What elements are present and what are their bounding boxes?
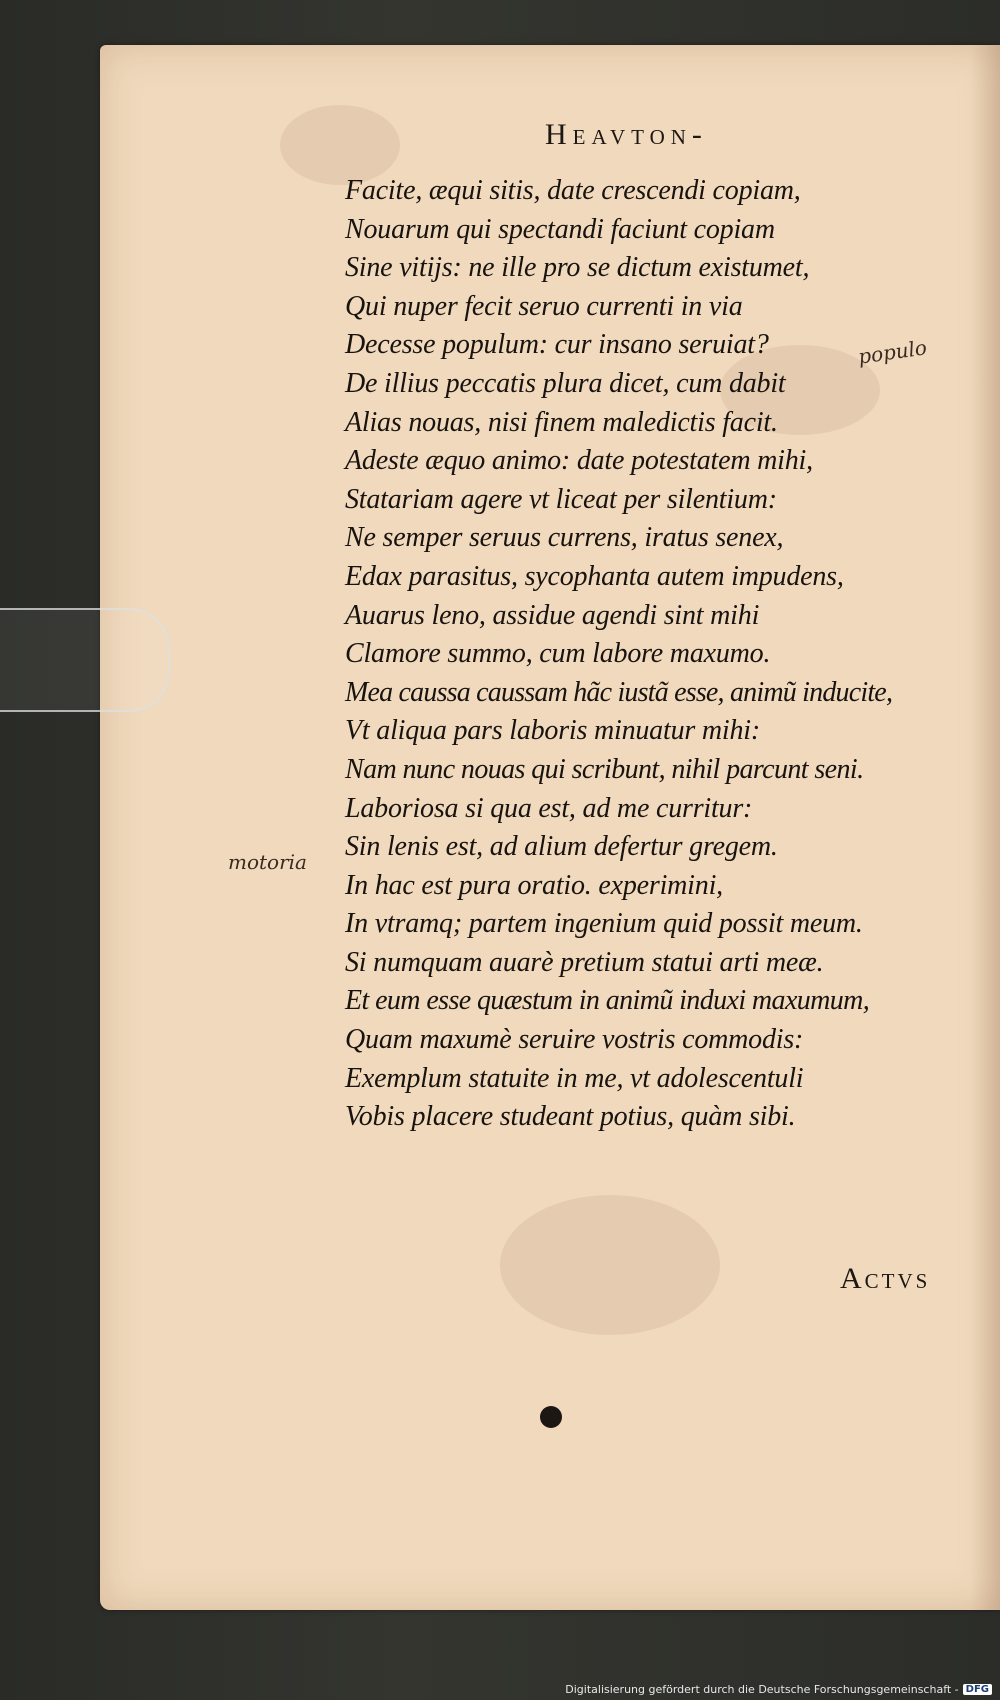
margin-note-left: motoria [228,850,307,874]
verse-line: Nam nunc nouas qui scribunt, nihil parcunt seni. [345,753,864,785]
verse-line: Quam maxumè seruire vostris commodis: [345,1024,804,1056]
catchword: Actvs [840,1262,931,1295]
ink-dot [540,1406,562,1428]
verse-line: Vt aliqua pars laboris minuatur mihi: [345,715,760,747]
margin-note-right: populo [856,335,929,369]
verse-line: Nouarum qui spectandi faciunt copiam [345,213,775,245]
verse-line: Facite, æqui sitis, date crescendi copiam, [345,175,801,206]
verse-line: Sine vitijs: ne ille pro se dictum existumet, [345,252,810,284]
verse-line: In hac est pura oratio. experimini, [345,869,723,901]
verse-line: Alias nouas, nisi finem maledictis facit. [345,406,778,438]
running-head: Heavton- [545,118,708,151]
verse-line: Qui nuper fecit seruo currenti in via [345,290,743,322]
digitization-credit [565,1683,992,1696]
verse-line: Laboriosa si qua est, ad me curritur: [345,792,753,824]
verse-line: Auarus leno, assidue agendi sint mihi [345,599,760,631]
verse-line: De illius peccatis plura dicet, cum dabit [345,367,786,399]
verse-line: Vobis placere studeant potius, quàm sibi. [345,1101,796,1133]
verse-line: Ne semper seruus currens, iratus senex, [345,522,784,554]
verse-line: In vtramq; partem ingenium quid possit meum. [345,908,863,940]
verse-line: Mea caussa caussam hãc iustã esse, animũ inducite, [345,676,893,708]
page-holder-clip [0,608,170,712]
verse-line: Edax parasitus, sycophanta autem impudens, [345,560,844,592]
dfg-logo-icon: DFG [963,1684,992,1695]
paper-stain [500,1195,720,1335]
verse-line: Decesse populum: cur insano seruiat? [345,329,769,361]
verse-line: Si numquam auarè pretium statui arti meæ. [345,946,824,978]
verse-line: Exemplum statuite in me, vt adolescentuli [345,1062,804,1094]
verse-line: Et eum esse quæstum in animũ induxi maxumum, [345,985,870,1017]
verse-list [345,172,985,1137]
verse-line: Sin lenis est, ad alium defertur gregem. [345,831,778,863]
verse-line: Adeste æquo animo: date potestatem mihi, [345,445,813,477]
verse-line: Statariam agere vt liceat per silentium: [345,483,777,515]
verse-line: Clamore summo, cum labore maxumo. [345,638,771,670]
credit-text: Digitalisierung gefördert durch die Deutsche Forschungsgemeinschaft - [565,1683,959,1696]
